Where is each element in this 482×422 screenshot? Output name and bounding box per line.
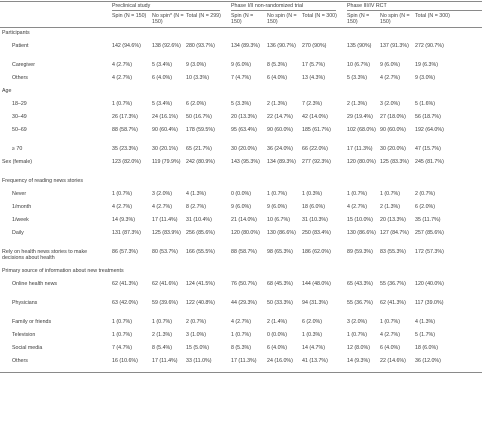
- table-cell: 33 (11.0%): [186, 358, 212, 364]
- table-cell: 2 (1.3%): [267, 101, 288, 107]
- row-label: 1/week: [12, 217, 29, 223]
- table-row: [0, 345, 482, 358]
- row-label: 30–49: [12, 114, 27, 120]
- section-label: Participants: [2, 30, 30, 36]
- table-cell: 50 (16.7%): [186, 114, 212, 120]
- table-cell: 270 (90%): [302, 43, 327, 49]
- table-cell: 257 (85.6%): [415, 230, 444, 236]
- table-cell: 277 (92.3%): [302, 159, 331, 165]
- table-cell: 35 (23.3%): [112, 146, 138, 152]
- row-label: ≥ 70: [12, 146, 23, 152]
- table-cell: 13 (4.3%): [302, 75, 325, 81]
- table-row: [0, 146, 482, 159]
- table-cell: 31 (10.4%): [186, 217, 212, 223]
- table-cell: 1 (0.7%): [380, 319, 401, 325]
- table-cell: 88 (58.7%): [231, 249, 257, 255]
- table-cell: 4 (2.7%): [380, 75, 401, 81]
- table-row: [0, 62, 482, 75]
- table-cell: 3 (1.0%): [186, 332, 207, 338]
- table-row: [0, 159, 482, 178]
- table-cell: 9 (6.0%): [231, 204, 252, 210]
- table-top-rule: [0, 1, 482, 2]
- table-cell: 186 (62.0%): [302, 249, 331, 255]
- header-bottom-rule: [0, 27, 482, 28]
- row-label: 1/month: [12, 204, 32, 210]
- table-cell: 120 (80.0%): [231, 230, 260, 236]
- table-cell: 3 (2.0%): [152, 191, 173, 197]
- table-row: [0, 230, 482, 249]
- table-row: [0, 319, 482, 332]
- table-cell: 172 (57.3%): [415, 249, 444, 255]
- table-cell: 15 (5.0%): [186, 345, 209, 351]
- table-cell: 120 (40.0%): [415, 281, 444, 287]
- table-cell: 10 (6.7%): [267, 217, 290, 223]
- row-label: Family or friends: [12, 319, 52, 325]
- table-cell: 5 (1.6%): [415, 101, 436, 107]
- table-cell: 1 (0.7%): [231, 332, 252, 338]
- table-cell: 1 (0.7%): [267, 191, 288, 197]
- table-cell: 89 (59.3%): [347, 249, 373, 255]
- table-cell: 63 (42.0%): [112, 300, 138, 306]
- section-row: [0, 178, 482, 191]
- table-cell: 1 (0.7%): [347, 191, 368, 197]
- table-cell: 14 (4.7%): [302, 345, 325, 351]
- table-cell: 5 (3.4%): [152, 101, 173, 107]
- table-cell: 3 (2.0%): [380, 101, 401, 107]
- table-cell: 8 (2.7%): [186, 204, 207, 210]
- table-cell: 24 (16.0%): [267, 358, 293, 364]
- table-bottom-rule: [0, 372, 482, 373]
- table-cell: 144 (48.0%): [302, 281, 331, 287]
- table-cell: 9 (3.0%): [415, 75, 436, 81]
- table-cell: 280 (93.7%): [186, 43, 215, 49]
- group-header: Preclinical study: [112, 3, 151, 9]
- table-cell: 1 (0.7%): [152, 319, 173, 325]
- table-cell: 90 (60.0%): [380, 127, 406, 133]
- table-cell: 17 (5.7%): [302, 62, 325, 68]
- table-cell: 90 (60.0%): [267, 127, 293, 133]
- table-cell: 143 (95.3%): [231, 159, 260, 165]
- row-label: Online health news: [12, 281, 58, 287]
- table-cell: 9 (3.0%): [186, 62, 207, 68]
- table-cell: 65 (21.7%): [186, 146, 212, 152]
- column-header: No spin* (N = 150): [152, 13, 184, 26]
- column-header: No spin (N = 150): [267, 13, 297, 26]
- table-cell: 2 (0.7%): [415, 191, 436, 197]
- table-cell: 55 (36.7%): [347, 300, 373, 306]
- table-cell: 6 (2.0%): [415, 204, 436, 210]
- table-row: [0, 281, 482, 300]
- row-label: Social media: [12, 345, 43, 351]
- table-cell: 15 (10.0%): [347, 217, 373, 223]
- table-cell: 19 (6.3%): [415, 62, 438, 68]
- table-cell: 4 (2.7%): [347, 204, 368, 210]
- table-cell: 122 (40.8%): [186, 300, 215, 306]
- table-cell: 30 (20.1%): [152, 146, 178, 152]
- row-label: Physicians: [12, 300, 38, 306]
- table-cell: 10 (6.7%): [347, 62, 370, 68]
- table-cell: 185 (61.7%): [302, 127, 331, 133]
- table-cell: 59 (39.6%): [152, 300, 178, 306]
- table-cell: 6 (4.0%): [380, 345, 401, 351]
- table-cell: 125 (83.9%): [152, 230, 181, 236]
- table-cell: 1 (0.3%): [302, 332, 323, 338]
- row-label: 18–29: [12, 101, 27, 107]
- table-cell: 22 (14.6%): [380, 358, 406, 364]
- table-cell: 142 (94.6%): [112, 43, 141, 49]
- table-cell: 1 (0.7%): [112, 319, 133, 325]
- table-cell: 4 (2.7%): [152, 204, 173, 210]
- table-cell: 6 (4.0%): [267, 75, 288, 81]
- table-cell: 102 (68.0%): [347, 127, 376, 133]
- table-row: [0, 101, 482, 114]
- table-cell: 7 (4.7%): [112, 345, 133, 351]
- table-cell: 36 (24.0%): [267, 146, 293, 152]
- table-cell: 130 (86.6%): [347, 230, 376, 236]
- row-label: Others: [12, 75, 28, 81]
- table-cell: 6 (4.0%): [267, 345, 288, 351]
- table-cell: 1 (0.7%): [112, 101, 133, 107]
- table-cell: 14 (9.3%): [347, 358, 370, 364]
- table-cell: 1 (0.7%): [112, 332, 133, 338]
- section-label: Frequency of reading news stories: [2, 178, 83, 184]
- table-cell: 178 (59.5%): [186, 127, 215, 133]
- table-row: [0, 332, 482, 345]
- table-cell: 29 (19.4%): [347, 114, 373, 120]
- table-cell: 21 (14.0%): [231, 217, 257, 223]
- table-cell: 68 (45.3%): [267, 281, 293, 287]
- table-cell: 0 (0.0%): [231, 191, 252, 197]
- table-cell: 6 (2.0%): [302, 319, 323, 325]
- table-row: [0, 204, 482, 217]
- table-cell: 36 (12.0%): [415, 358, 441, 364]
- table-row: [0, 300, 482, 319]
- table-cell: 42 (14.0%): [302, 114, 328, 120]
- table-cell: 0 (0.0%): [267, 332, 288, 338]
- table-cell: 124 (41.5%): [186, 281, 215, 287]
- table-cell: 4 (2.7%): [380, 332, 401, 338]
- table-cell: 119 (79.9%): [152, 159, 181, 165]
- group-underline: [231, 10, 336, 11]
- table-row: [0, 249, 482, 268]
- table-cell: 90 (60.4%): [152, 127, 178, 133]
- column-header: Spin (N = 150): [231, 13, 254, 26]
- table-cell: 120 (80.0%): [347, 159, 376, 165]
- column-header: Total (N = 300): [302, 13, 337, 19]
- table-row: [0, 75, 482, 88]
- table-cell: 4 (2.7%): [231, 319, 252, 325]
- table-cell: 12 (8.0%): [347, 345, 370, 351]
- column-header: Total (N = 300): [415, 13, 450, 19]
- table-cell: 17 (11.3%): [347, 146, 373, 152]
- table-cell: 4 (1.3%): [415, 319, 436, 325]
- table-cell: 35 (11.7%): [415, 217, 441, 223]
- section-row: [0, 30, 482, 43]
- table-cell: 1 (0.3%): [302, 191, 323, 197]
- table-cell: 18 (6.0%): [415, 345, 438, 351]
- group-header: Phase I/II non-randomized trial: [231, 3, 304, 9]
- table-cell: 8 (5.3%): [231, 345, 252, 351]
- table-cell: 5 (3.3%): [347, 75, 368, 81]
- table-cell: 125 (83.3%): [380, 159, 409, 165]
- row-label: Daily: [12, 230, 24, 236]
- table-cell: 17 (11.3%): [231, 358, 257, 364]
- table-cell: 86 (57.3%): [112, 249, 138, 255]
- table-row: [0, 358, 482, 371]
- table-cell: 94 (31.3%): [302, 300, 328, 306]
- table-cell: 24 (16.1%): [152, 114, 178, 120]
- table-cell: 130 (86.6%): [267, 230, 296, 236]
- section-row: [0, 268, 482, 281]
- table-cell: 41 (13.7%): [302, 358, 328, 364]
- table-cell: 76 (50.7%): [231, 281, 257, 287]
- table-cell: 62 (41.6%): [152, 281, 178, 287]
- table-cell: 4 (2.7%): [112, 204, 133, 210]
- table-cell: 44 (29.3%): [231, 300, 257, 306]
- row-label: Caregiver: [12, 62, 35, 68]
- table-cell: 6 (4.0%): [152, 75, 173, 81]
- table-row: [0, 114, 482, 127]
- table-cell: 245 (81.7%): [415, 159, 444, 165]
- table-cell: 2 (1.3%): [347, 101, 368, 107]
- table-cell: 26 (17.3%): [112, 114, 138, 120]
- column-header: Spin (N = 150): [112, 13, 147, 19]
- table-cell: 136 (90.7%): [267, 43, 296, 49]
- table-cell: 62 (41.3%): [112, 281, 138, 287]
- table-cell: 135 (90%): [347, 43, 372, 49]
- table-cell: 20 (13.3%): [380, 217, 406, 223]
- table-cell: 22 (14.7%): [267, 114, 293, 120]
- column-header: No spin (N = 150): [380, 13, 410, 26]
- row-label: Others: [12, 358, 28, 364]
- table-cell: 50 (33.3%): [267, 300, 293, 306]
- table-cell: 134 (89.3%): [231, 43, 260, 49]
- table-cell: 88 (58.7%): [112, 127, 138, 133]
- table-cell: 6 (2.0%): [186, 101, 207, 107]
- table-cell: 9 (6.0%): [231, 62, 252, 68]
- row-label: Patient: [12, 43, 29, 49]
- row-label: Never: [12, 191, 27, 197]
- table-cell: 10 (3.3%): [186, 75, 209, 81]
- table-cell: 31 (10.3%): [302, 217, 328, 223]
- table-row: [0, 191, 482, 204]
- table-cell: 47 (15.7%): [415, 146, 441, 152]
- table-row: [0, 43, 482, 62]
- table-cell: 192 (64.0%): [415, 127, 444, 133]
- table-cell: 138 (92.6%): [152, 43, 181, 49]
- table-cell: 30 (20.0%): [231, 146, 257, 152]
- table-cell: 3 (2.0%): [347, 319, 368, 325]
- table-cell: 7 (2.3%): [302, 101, 323, 107]
- table-cell: 250 (83.4%): [302, 230, 331, 236]
- section-label: Age: [2, 88, 12, 94]
- table-cell: 17 (11.4%): [152, 217, 178, 223]
- table-cell: 2 (0.7%): [186, 319, 207, 325]
- table-cell: 1 (0.7%): [347, 332, 368, 338]
- table-cell: 66 (22.0%): [302, 146, 328, 152]
- table-cell: 256 (85.6%): [186, 230, 215, 236]
- table-cell: 83 (55.3%): [380, 249, 406, 255]
- table-cell: 55 (36.7%): [380, 281, 406, 287]
- table-cell: 30 (20.0%): [380, 146, 406, 152]
- table-cell: 127 (84.7%): [380, 230, 409, 236]
- table-cell: 14 (9.3%): [112, 217, 135, 223]
- table-cell: 56 (18.7%): [415, 114, 441, 120]
- column-header: Spin (N = 150): [347, 13, 370, 26]
- table-cell: 2 (1.3%): [380, 204, 401, 210]
- table-cell: 4 (1.3%): [186, 191, 207, 197]
- table-cell: 117 (39.0%): [415, 300, 444, 306]
- table-cell: 20 (13.3%): [231, 114, 257, 120]
- table-cell: 18 (6.0%): [302, 204, 325, 210]
- section-label: Primary source of information about new treatments: [2, 268, 124, 274]
- table-cell: 17 (11.4%): [152, 358, 178, 364]
- table-cell: 166 (55.5%): [186, 249, 215, 255]
- table-row: [0, 217, 482, 230]
- table-cell: 65 (43.3%): [347, 281, 373, 287]
- group-underline: [347, 10, 482, 11]
- row-label: Rely on health news stories to make decisions about health: [2, 249, 88, 262]
- table-cell: 7 (4.7%): [231, 75, 252, 81]
- table-cell: 9 (6.0%): [380, 62, 401, 68]
- group-underline: [112, 10, 220, 11]
- table-cell: 137 (91.3%): [380, 43, 409, 49]
- table-cell: 95 (63.4%): [231, 127, 257, 133]
- table-cell: 9 (6.0%): [267, 204, 288, 210]
- table-cell: 8 (5.4%): [152, 345, 173, 351]
- group-header: Phase III/IV RCT: [347, 3, 387, 9]
- table-cell: 272 (90.7%): [415, 43, 444, 49]
- table-cell: 1 (0.7%): [112, 191, 133, 197]
- table-cell: 242 (80.9%): [186, 159, 215, 165]
- table-cell: 5 (1.7%): [415, 332, 436, 338]
- table-cell: 1 (0.7%): [380, 191, 401, 197]
- table-cell: 131 (87.3%): [112, 230, 141, 236]
- table-cell: 5 (3.3%): [231, 101, 252, 107]
- table-cell: 27 (18.0%): [380, 114, 406, 120]
- table-cell: 4 (2.7%): [112, 75, 133, 81]
- row-label: 50–69: [12, 127, 27, 133]
- table-cell: 62 (41.3%): [380, 300, 406, 306]
- section-row: [0, 88, 482, 101]
- table-cell: 4 (2.7%): [112, 62, 133, 68]
- table-cell: 123 (82.0%): [112, 159, 141, 165]
- table-cell: 80 (53.7%): [152, 249, 178, 255]
- table-cell: 98 (65.3%): [267, 249, 293, 255]
- table-row: [0, 127, 482, 146]
- table-cell: 5 (3.4%): [152, 62, 173, 68]
- column-header: Total (N = 299): [186, 13, 221, 19]
- table-cell: 134 (89.3%): [267, 159, 296, 165]
- row-label: Television: [12, 332, 36, 338]
- table-cell: 2 (1.3%): [152, 332, 173, 338]
- table-cell: 8 (5.3%): [267, 62, 288, 68]
- table-cell: 16 (10.6%): [112, 358, 138, 364]
- row-label: Sex (female): [2, 159, 33, 165]
- table-cell: 2 (1.4%): [267, 319, 288, 325]
